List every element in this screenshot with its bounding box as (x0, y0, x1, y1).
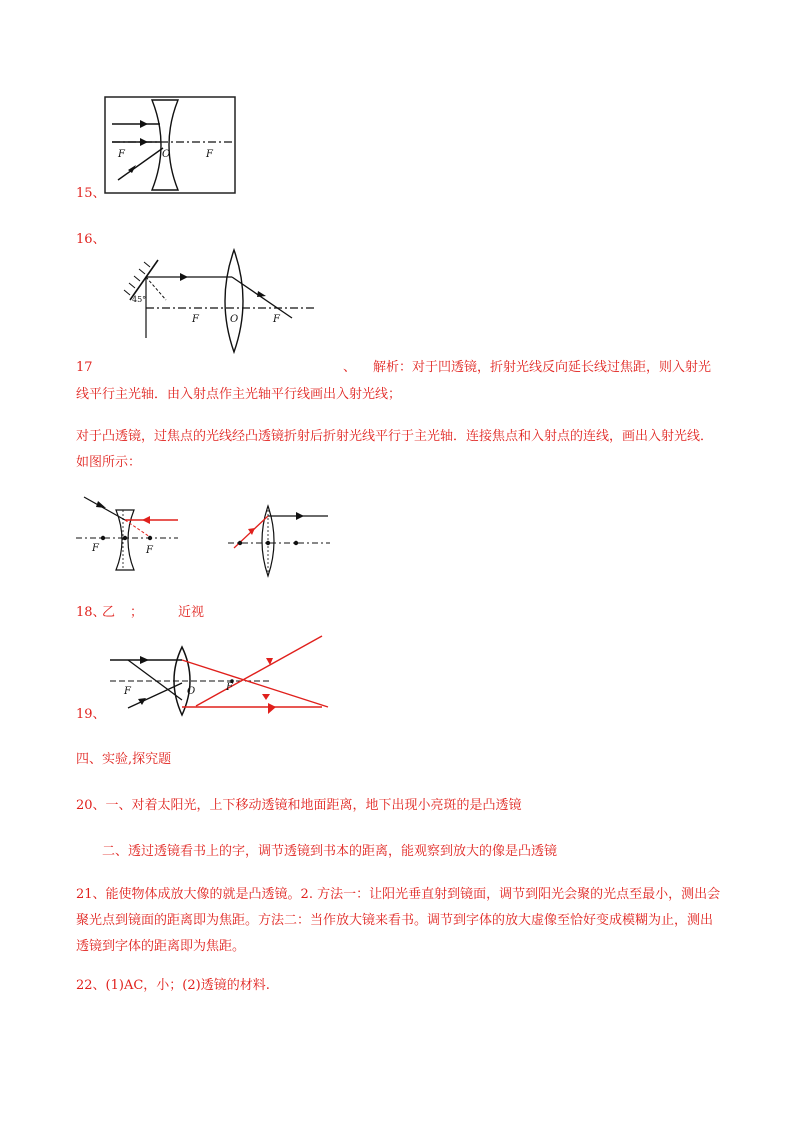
fig15-focus-left: F (118, 149, 125, 160)
section-4-title: 四、实验,探究题 (76, 752, 172, 767)
q18-number: 18、 (76, 605, 106, 620)
q17-number: 17 (76, 360, 93, 375)
fig19-center: O (187, 686, 196, 697)
fig16-angle: 45° (132, 295, 147, 304)
fig16-center: O (230, 314, 239, 325)
q17-convex-explanation: 对于凸透镜，过焦点的光线经凸透镜折射后折射光线平行于主光轴．连接焦点和入射点的连线，画出入射光线．如图所示： (76, 429, 714, 470)
q16-number: 16、 (76, 232, 106, 247)
q21-answer: 21、能使物体成放大像的就是凸透镜。2. 方法一：让阳光垂直射到镜面，调节到阳光会聚的光点至最小，测出会聚光点到镜面的距离即为焦距。方法二：当作放大镜来看书。调节到字体的放大虚像至恰好变成模糊为止，测出透镜到字体的距离即为焦距。 (76, 887, 721, 954)
q17-separator: 、 (343, 360, 357, 375)
q17-analysis-line2: 线平行主光轴．由入射点作主光轴平行线画出入射光线； (76, 387, 402, 402)
q18-separator: ； (130, 605, 144, 620)
q20-line1: 20、一、对着太阳光，上下移动透镜和地面距离，地下出现小亮斑的是凸透镜 (76, 798, 522, 813)
fig16-focus-left: F (192, 314, 199, 325)
q17-analysis-line1: 解析：对于凹透镜，折射光线反向延长线过焦距，则入射光 (373, 360, 712, 375)
q18-answer1: 乙 (102, 605, 116, 620)
q19-number: 19、 (76, 707, 106, 722)
q15-number: 15、 (76, 186, 106, 201)
fig19-focus-left: F (124, 686, 131, 697)
fig17a-focus-left: F (92, 543, 99, 554)
fig19-focus-right: F (226, 682, 233, 693)
q18-answer2: 近视 (178, 605, 205, 620)
fig17a-focus-right: F (146, 545, 153, 556)
fig15-focus-right: F (206, 149, 213, 160)
q20-line2: 二、透过透镜看书上的字，调节透镜到书本的距离，能观察到放大的像是凸透镜 (102, 844, 558, 859)
fig15-center: O (162, 149, 171, 160)
fig16-focus-right: F (273, 314, 280, 325)
q22-answer: 22、(1)AC，小；(2)透镜的材料. (76, 978, 270, 993)
